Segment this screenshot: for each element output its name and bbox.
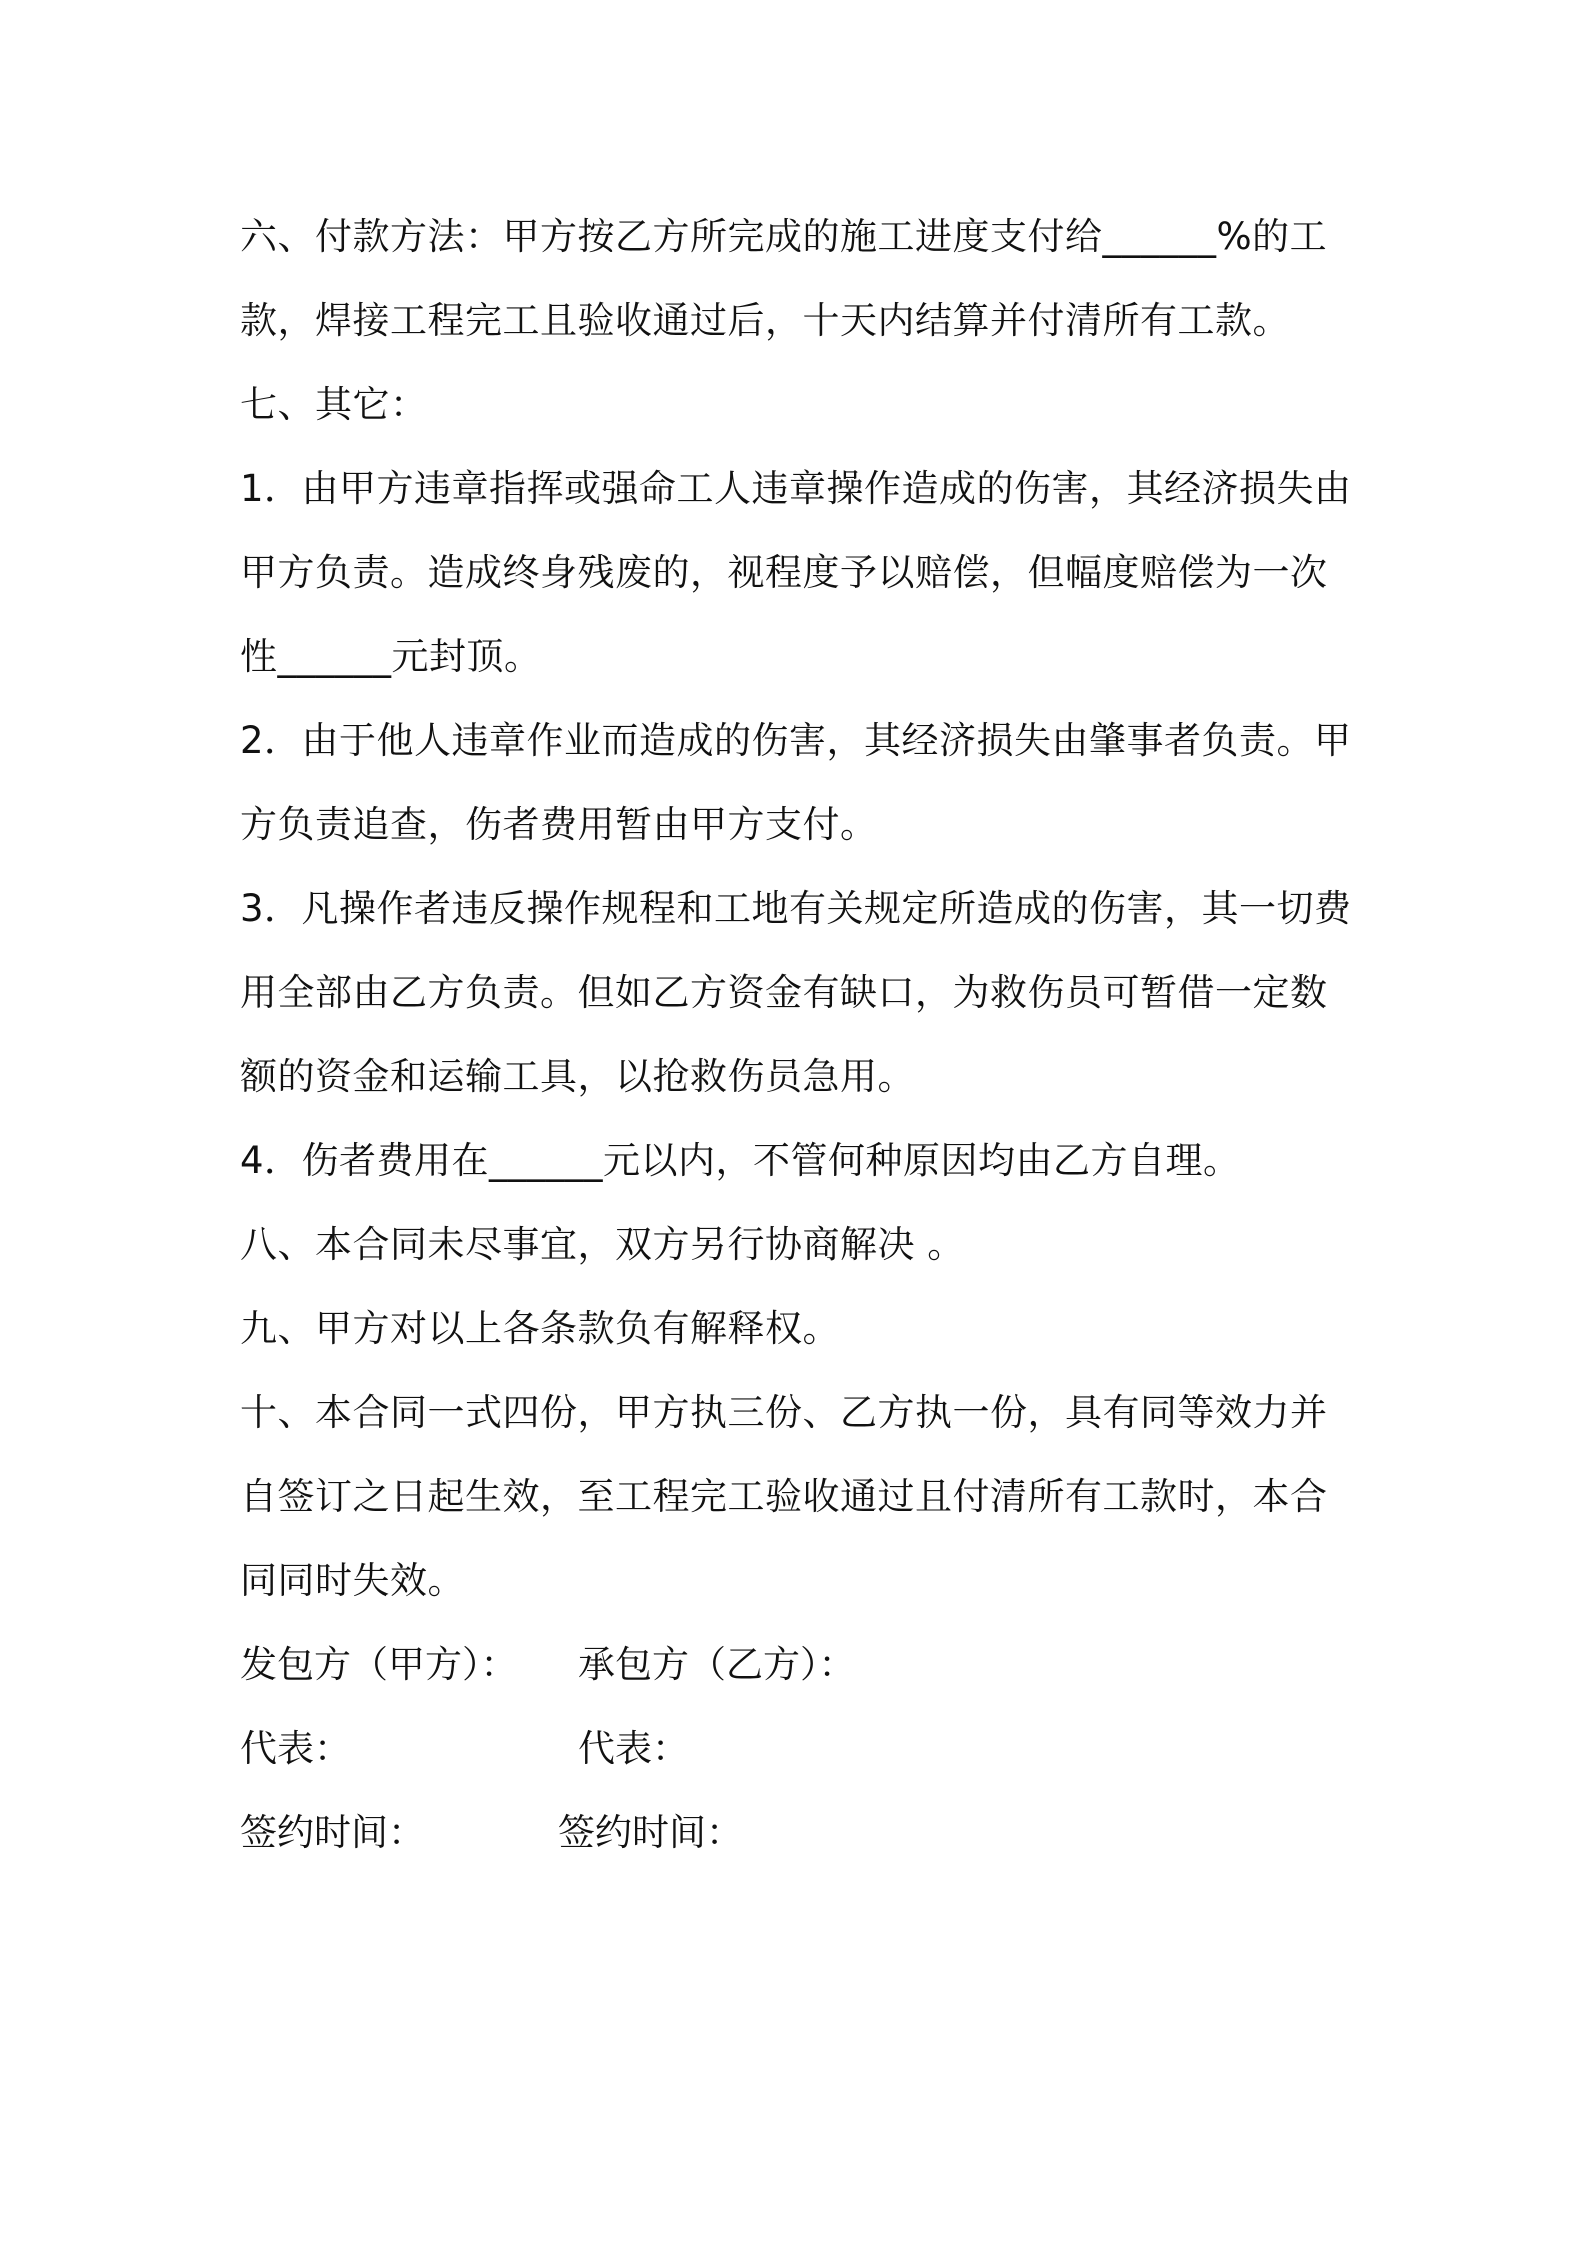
clause-7-item-3: 3．凡操作者违反操作规程和工地有关规定所造成的伤害，其一切费用全部由乙方负责。但如乙方资金有缺口，为救伤员可暂借一定数额的资金和运输工具，以抢救伤员急用。 [240,887,1352,1098]
signature-party-row [240,1623,1360,1707]
party-a-representative-label: 代表： [240,1727,351,1770]
party-b-date-label: 签约时间： [558,1811,743,1854]
party-a-label: 发包方（甲方）： [240,1643,518,1686]
party-a-date-label: 签约时间： [240,1811,425,1854]
signature-representative-row [240,1707,1360,1791]
clause-7-heading: 七、其它： [240,383,428,426]
clause-10: 十、本合同一式四份，甲方执三份、乙方执一份，具有同等效力并自签订之日起生效，至工程完工验收通过且付清所有工款时，本合同同时失效。 [240,1391,1328,1602]
clause-9: 九、甲方对以上各条款负有解释权。 [240,1307,840,1350]
party-b-representative-label: 代表： [578,1727,689,1770]
clause-7-item-2: 2．由于他人违章作业而造成的伤害，其经济损失由肇事者负责。甲方负责追查，伤者费用暂由甲方支付。 [240,719,1352,846]
contract-body [240,195,1360,1875]
clause-7-item-4: 4．伤者费用在______元以内，不管何种原因均由乙方自理。 [240,1139,1241,1182]
clause-7-item-1: 1．由甲方违章指挥或强命工人违章操作造成的伤害，其经济损失由甲方负责。造成终身残废的，视程度予以赔偿，但幅度赔偿为一次性______元封顶。 [240,467,1352,678]
signature-date-row [240,1791,1360,1875]
party-b-label: 承包方（乙方）： [578,1643,856,1686]
clause-8: 八、本合同未尽事宜，双方另行协商解决 。 [240,1223,965,1266]
clause-6-payment: 六、付款方法：甲方按乙方所完成的施工进度支付给______%的工款，焊接工程完工且验收通过后，十天内结算并付清所有工款。 [240,215,1328,342]
